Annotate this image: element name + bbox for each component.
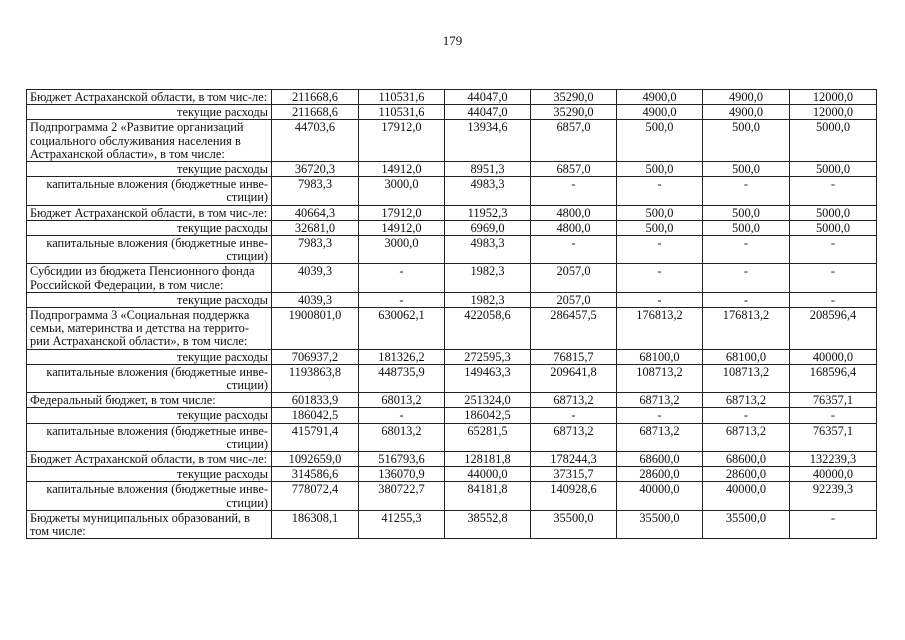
value-cell: 4039,3 bbox=[272, 264, 359, 292]
value-cell: 44703,6 bbox=[272, 120, 359, 162]
value-cell: 35500,0 bbox=[703, 510, 790, 538]
value-cell: - bbox=[703, 408, 790, 423]
table-row bbox=[27, 308, 877, 350]
value-cell: 500,0 bbox=[617, 220, 703, 235]
value-cell: - bbox=[531, 408, 617, 423]
page-number: 179 bbox=[442, 33, 463, 48]
row-label: текущие расходы bbox=[27, 408, 272, 423]
budget-table bbox=[26, 89, 877, 539]
row-label: текущие расходы bbox=[27, 105, 272, 120]
value-cell: 5000,0 bbox=[790, 220, 877, 235]
value-cell: 8951,3 bbox=[445, 162, 531, 177]
value-cell: 211668,6 bbox=[272, 105, 359, 120]
value-cell: 630062,1 bbox=[359, 308, 445, 350]
value-cell: 68713,2 bbox=[703, 393, 790, 408]
value-cell: 7983,3 bbox=[272, 236, 359, 264]
value-cell: 108713,2 bbox=[617, 364, 703, 392]
value-cell: 17912,0 bbox=[359, 120, 445, 162]
value-cell: - bbox=[617, 292, 703, 307]
row-label: текущие расходы bbox=[27, 349, 272, 364]
value-cell: 128181,8 bbox=[445, 452, 531, 467]
table-row bbox=[27, 236, 877, 264]
value-cell: 36720,3 bbox=[272, 162, 359, 177]
value-cell: 28600,0 bbox=[617, 467, 703, 482]
table-row bbox=[27, 205, 877, 220]
table-row bbox=[27, 349, 877, 364]
row-label: капитальные вложения (бюджетные инве-стиции) bbox=[27, 236, 272, 264]
value-cell: 422058,6 bbox=[445, 308, 531, 350]
value-cell: 14912,0 bbox=[359, 162, 445, 177]
value-cell: 149463,3 bbox=[445, 364, 531, 392]
value-cell: - bbox=[790, 177, 877, 205]
value-cell: 4900,0 bbox=[703, 105, 790, 120]
value-cell: 92239,3 bbox=[790, 482, 877, 510]
value-cell: 500,0 bbox=[617, 162, 703, 177]
value-cell: 13934,6 bbox=[445, 120, 531, 162]
value-cell: 68713,2 bbox=[531, 423, 617, 451]
value-cell: 35290,0 bbox=[531, 90, 617, 105]
row-label: Подпрограмма 3 «Социальная поддержка семьи, материнства и детства на террито-рии Астраханской области», в том числе: bbox=[27, 308, 272, 350]
value-cell: 500,0 bbox=[703, 220, 790, 235]
value-cell: 500,0 bbox=[617, 120, 703, 162]
value-cell: 68713,2 bbox=[531, 393, 617, 408]
value-cell: - bbox=[359, 264, 445, 292]
row-label: Субсидии из бюджета Пенсионного фонда Российской Федерации, в том числе: bbox=[27, 264, 272, 292]
row-label: Подпрограмма 2 «Развитие организаций социального обслуживания населения в Астраханской области», в том числе: bbox=[27, 120, 272, 162]
table-row bbox=[27, 510, 877, 538]
table-row bbox=[27, 162, 877, 177]
table-row bbox=[27, 220, 877, 235]
value-cell: 186308,1 bbox=[272, 510, 359, 538]
value-cell: 40000,0 bbox=[790, 467, 877, 482]
value-cell: 108713,2 bbox=[703, 364, 790, 392]
value-cell: 40664,3 bbox=[272, 205, 359, 220]
value-cell: 68600,0 bbox=[703, 452, 790, 467]
value-cell: 1092659,0 bbox=[272, 452, 359, 467]
value-cell: 140928,6 bbox=[531, 482, 617, 510]
table-row bbox=[27, 423, 877, 451]
value-cell: 35500,0 bbox=[531, 510, 617, 538]
value-cell: 44047,0 bbox=[445, 105, 531, 120]
value-cell: 176813,2 bbox=[703, 308, 790, 350]
value-cell: 6857,0 bbox=[531, 120, 617, 162]
value-cell: 500,0 bbox=[703, 205, 790, 220]
value-cell: 2057,0 bbox=[531, 264, 617, 292]
row-label: Бюджет Астраханской области, в том чис-ле: bbox=[27, 205, 272, 220]
value-cell: 706937,2 bbox=[272, 349, 359, 364]
value-cell: 14912,0 bbox=[359, 220, 445, 235]
value-cell: 28600,0 bbox=[703, 467, 790, 482]
value-cell: 68713,2 bbox=[617, 393, 703, 408]
table-row bbox=[27, 105, 877, 120]
value-cell: 3000,0 bbox=[359, 236, 445, 264]
value-cell: 380722,7 bbox=[359, 482, 445, 510]
value-cell: 11952,3 bbox=[445, 205, 531, 220]
value-cell: 2057,0 bbox=[531, 292, 617, 307]
value-cell: - bbox=[617, 177, 703, 205]
value-cell: - bbox=[790, 264, 877, 292]
value-cell: 176813,2 bbox=[617, 308, 703, 350]
table-row bbox=[27, 482, 877, 510]
value-cell: 44000,0 bbox=[445, 467, 531, 482]
value-cell: 178244,3 bbox=[531, 452, 617, 467]
table-row bbox=[27, 177, 877, 205]
value-cell: - bbox=[617, 236, 703, 264]
value-cell: 3000,0 bbox=[359, 177, 445, 205]
budget-table-body bbox=[27, 90, 877, 539]
value-cell: 68100,0 bbox=[617, 349, 703, 364]
value-cell: 601833,9 bbox=[272, 393, 359, 408]
value-cell: 415791,4 bbox=[272, 423, 359, 451]
row-label: капитальные вложения (бюджетные инве-стиции) bbox=[27, 364, 272, 392]
value-cell: 211668,6 bbox=[272, 90, 359, 105]
table-row bbox=[27, 408, 877, 423]
value-cell: 168596,4 bbox=[790, 364, 877, 392]
value-cell: - bbox=[617, 408, 703, 423]
value-cell: 181326,2 bbox=[359, 349, 445, 364]
value-cell: 17912,0 bbox=[359, 205, 445, 220]
value-cell: 4039,3 bbox=[272, 292, 359, 307]
value-cell: - bbox=[703, 292, 790, 307]
value-cell: 6857,0 bbox=[531, 162, 617, 177]
value-cell: 68713,2 bbox=[703, 423, 790, 451]
value-cell: 5000,0 bbox=[790, 162, 877, 177]
value-cell: - bbox=[617, 264, 703, 292]
value-cell: - bbox=[359, 408, 445, 423]
value-cell: 110531,6 bbox=[359, 105, 445, 120]
value-cell: 38552,8 bbox=[445, 510, 531, 538]
value-cell: 4800,0 bbox=[531, 205, 617, 220]
value-cell: 37315,7 bbox=[531, 467, 617, 482]
table-row bbox=[27, 393, 877, 408]
value-cell: 4900,0 bbox=[617, 105, 703, 120]
value-cell: - bbox=[790, 408, 877, 423]
value-cell: 132239,3 bbox=[790, 452, 877, 467]
value-cell: 7983,3 bbox=[272, 177, 359, 205]
value-cell: 40000,0 bbox=[617, 482, 703, 510]
value-cell: - bbox=[531, 236, 617, 264]
value-cell: 1193863,8 bbox=[272, 364, 359, 392]
table-row bbox=[27, 120, 877, 162]
value-cell: - bbox=[531, 177, 617, 205]
value-cell: 186042,5 bbox=[445, 408, 531, 423]
value-cell: 4983,3 bbox=[445, 177, 531, 205]
row-label: Бюджеты муниципальных образований, в том числе: bbox=[27, 510, 272, 538]
value-cell: 76357,1 bbox=[790, 393, 877, 408]
row-label: текущие расходы bbox=[27, 220, 272, 235]
table-row bbox=[27, 467, 877, 482]
table-row bbox=[27, 292, 877, 307]
table-row bbox=[27, 364, 877, 392]
value-cell: - bbox=[703, 177, 790, 205]
row-label: капитальные вложения (бюджетные инве-стиции) bbox=[27, 177, 272, 205]
value-cell: 500,0 bbox=[703, 162, 790, 177]
value-cell: 778072,4 bbox=[272, 482, 359, 510]
value-cell: 41255,3 bbox=[359, 510, 445, 538]
table-row bbox=[27, 452, 877, 467]
table-row bbox=[27, 264, 877, 292]
value-cell: 208596,4 bbox=[790, 308, 877, 350]
value-cell: 35290,0 bbox=[531, 105, 617, 120]
value-cell: 68013,2 bbox=[359, 393, 445, 408]
value-cell: 314586,6 bbox=[272, 467, 359, 482]
value-cell: 4800,0 bbox=[531, 220, 617, 235]
value-cell: 76357,1 bbox=[790, 423, 877, 451]
value-cell: 448735,9 bbox=[359, 364, 445, 392]
value-cell: 1900801,0 bbox=[272, 308, 359, 350]
value-cell: 516793,6 bbox=[359, 452, 445, 467]
value-cell: - bbox=[790, 236, 877, 264]
row-label: капитальные вложения (бюджетные инве-стиции) bbox=[27, 423, 272, 451]
value-cell: 68013,2 bbox=[359, 423, 445, 451]
value-cell: 12000,0 bbox=[790, 105, 877, 120]
value-cell: 110531,6 bbox=[359, 90, 445, 105]
value-cell: 68713,2 bbox=[617, 423, 703, 451]
value-cell: 35500,0 bbox=[617, 510, 703, 538]
value-cell: 500,0 bbox=[617, 205, 703, 220]
row-label: капитальные вложения (бюджетные инве-стиции) bbox=[27, 482, 272, 510]
value-cell: 1982,3 bbox=[445, 264, 531, 292]
row-label: Бюджет Астраханской области, в том чис-ле: bbox=[27, 90, 272, 105]
row-label: текущие расходы bbox=[27, 467, 272, 482]
value-cell: 1982,3 bbox=[445, 292, 531, 307]
value-cell: 286457,5 bbox=[531, 308, 617, 350]
value-cell: 209641,8 bbox=[531, 364, 617, 392]
value-cell: 68100,0 bbox=[703, 349, 790, 364]
value-cell: 5000,0 bbox=[790, 120, 877, 162]
value-cell: - bbox=[703, 236, 790, 264]
value-cell: - bbox=[703, 264, 790, 292]
row-label: текущие расходы bbox=[27, 292, 272, 307]
value-cell: 136070,9 bbox=[359, 467, 445, 482]
value-cell: 44047,0 bbox=[445, 90, 531, 105]
value-cell: 65281,5 bbox=[445, 423, 531, 451]
row-label: Бюджет Астраханской области, в том чис-ле: bbox=[27, 452, 272, 467]
table-row bbox=[27, 90, 877, 105]
value-cell: 84181,8 bbox=[445, 482, 531, 510]
value-cell: 4900,0 bbox=[703, 90, 790, 105]
value-cell: 76815,7 bbox=[531, 349, 617, 364]
value-cell: 4983,3 bbox=[445, 236, 531, 264]
row-label: Федеральный бюджет, в том числе: bbox=[27, 393, 272, 408]
value-cell: 5000,0 bbox=[790, 205, 877, 220]
value-cell: 6969,0 bbox=[445, 220, 531, 235]
value-cell: 68600,0 bbox=[617, 452, 703, 467]
value-cell: 500,0 bbox=[703, 120, 790, 162]
value-cell: 251324,0 bbox=[445, 393, 531, 408]
value-cell: 186042,5 bbox=[272, 408, 359, 423]
value-cell: 12000,0 bbox=[790, 90, 877, 105]
value-cell: 32681,0 bbox=[272, 220, 359, 235]
value-cell: 272595,3 bbox=[445, 349, 531, 364]
value-cell: - bbox=[790, 292, 877, 307]
value-cell: 4900,0 bbox=[617, 90, 703, 105]
value-cell: - bbox=[359, 292, 445, 307]
value-cell: - bbox=[790, 510, 877, 538]
value-cell: 40000,0 bbox=[703, 482, 790, 510]
value-cell: 40000,0 bbox=[790, 349, 877, 364]
row-label: текущие расходы bbox=[27, 162, 272, 177]
